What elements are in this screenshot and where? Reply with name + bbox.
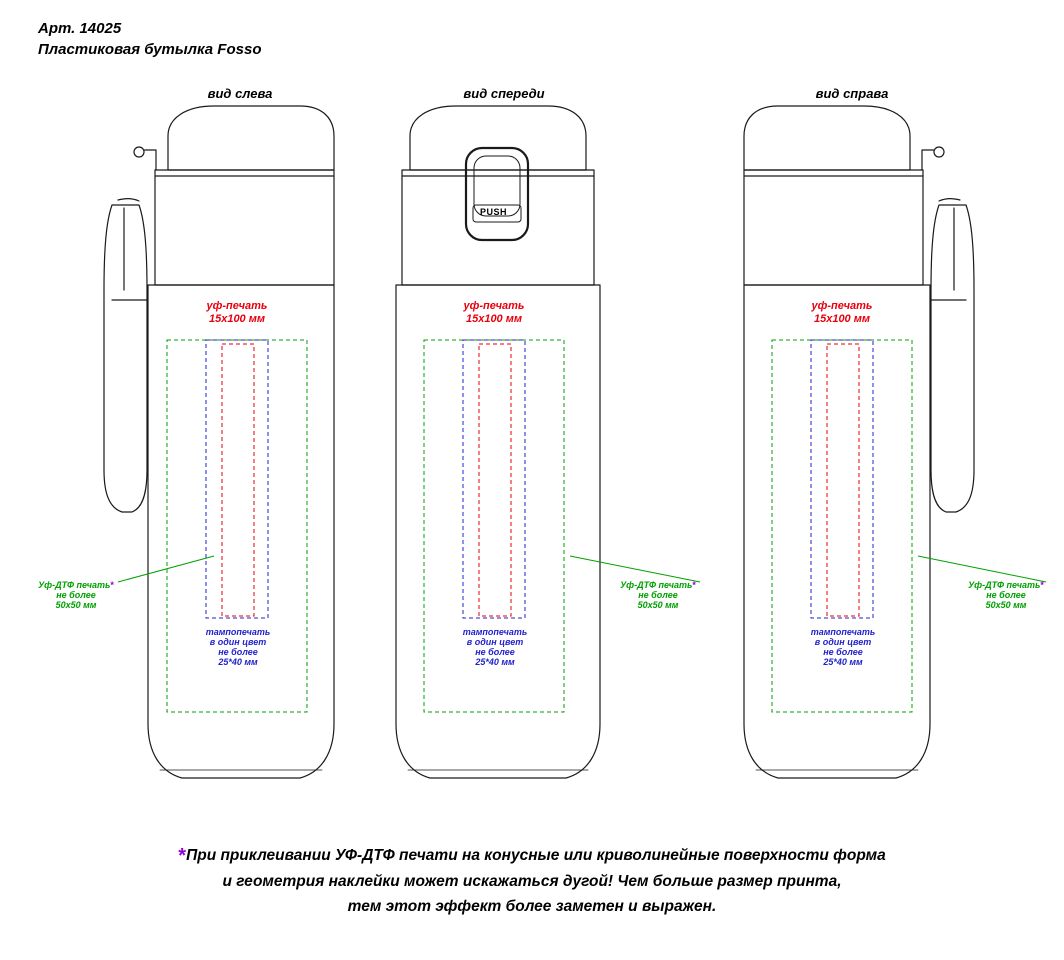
- tampo-label-front-line4: 25*40 мм: [475, 657, 515, 667]
- tampo-label-left-line1: тампопечать: [205, 627, 271, 637]
- tampo-label-right-line2: в один цвет: [814, 637, 872, 647]
- tampo-label-left: [186, 627, 290, 667]
- uv-label-right: [772, 300, 912, 326]
- dtf-leader-front: [570, 556, 700, 582]
- uv-area-front: [479, 344, 511, 616]
- view-title-right: вид справа: [815, 86, 889, 101]
- uv-label-left-line2: 15x100 мм: [208, 313, 266, 325]
- tampo-label-right-line3: не более: [823, 647, 863, 657]
- dtf-label-right-line2: не более: [986, 590, 1026, 600]
- dtf-star-left: *: [110, 580, 114, 590]
- uv-label-left: [167, 300, 307, 326]
- view-title-front: вид спереди: [463, 86, 545, 101]
- tampo-area-right: [811, 340, 873, 618]
- dtf-label-front-line2: не более: [638, 590, 678, 600]
- tampo-area-front: [463, 340, 525, 618]
- uv-label-left-line1: уф-печать: [206, 300, 268, 312]
- footnote-line3: тем этот эффект более заметен и выражен.: [347, 898, 717, 915]
- dtf-label-front-line1: Уф-ДТФ печать*: [620, 580, 696, 590]
- dtf-label-left-line1: Уф-ДТФ печать*: [38, 580, 114, 590]
- dtf-star-right: *: [1040, 580, 1044, 590]
- view-title-left: вид слева: [207, 86, 273, 101]
- dtf-star-front: *: [692, 580, 696, 590]
- footnote-block: [0, 843, 1064, 919]
- uv-label-front-line1: уф-печать: [463, 300, 525, 312]
- push-button-label[interactable]: PUSH: [480, 207, 508, 217]
- uv-area-right: [827, 344, 859, 616]
- footnote-star: *: [178, 845, 187, 867]
- tampo-label-right-line1: тампопечать: [810, 627, 876, 637]
- product-name: Пластиковая бутылка Fosso: [38, 41, 262, 58]
- tampo-label-front-line3: не более: [475, 647, 515, 657]
- dtf-label-left-line2: не более: [56, 590, 96, 600]
- dtf-label-right: [958, 580, 1054, 610]
- tampo-label-right: [791, 627, 895, 667]
- bottle-left-view: [104, 106, 334, 778]
- dtf-label-front: [610, 580, 706, 610]
- dtf-leader-right: [918, 556, 1046, 582]
- tampo-label-front-line2: в один цвет: [466, 637, 524, 647]
- dtf-label-left: [28, 580, 124, 610]
- uv-label-front: [424, 300, 564, 326]
- dtf-label-right-line3: 50х50 мм: [985, 600, 1027, 610]
- footnote-line1: *При приклеивании УФ-ДТФ печати на конусные или криволинейные поверхности форма: [178, 845, 886, 867]
- tampo-label-front-line1: тампопечать: [462, 627, 528, 637]
- dtf-leader-left: [118, 556, 214, 582]
- uv-label-right-line1: уф-печать: [811, 300, 873, 312]
- tampo-label-left-line3: не более: [218, 647, 258, 657]
- dtf-label-left-line3: 50х50 мм: [55, 600, 97, 610]
- dtf-label-front-line3: 50х50 мм: [637, 600, 679, 610]
- dtf-label-right-line1: Уф-ДТФ печать*: [968, 580, 1044, 590]
- article-number: Арт. 14025: [38, 20, 122, 37]
- tampo-label-front: [443, 627, 547, 667]
- uv-label-right-line2: 15x100 мм: [813, 313, 871, 325]
- tampo-label-left-line2: в один цвет: [209, 637, 267, 647]
- tampo-area-left: [206, 340, 268, 618]
- uv-area-left: [222, 344, 254, 616]
- footnote-line2: и геометрия наклейки может искажаться дугой! Чем больше размер принта,: [222, 873, 842, 890]
- uv-label-front-line2: 15x100 мм: [465, 313, 523, 325]
- tampo-label-right-line4: 25*40 мм: [823, 657, 863, 667]
- tampo-label-left-line4: 25*40 мм: [218, 657, 258, 667]
